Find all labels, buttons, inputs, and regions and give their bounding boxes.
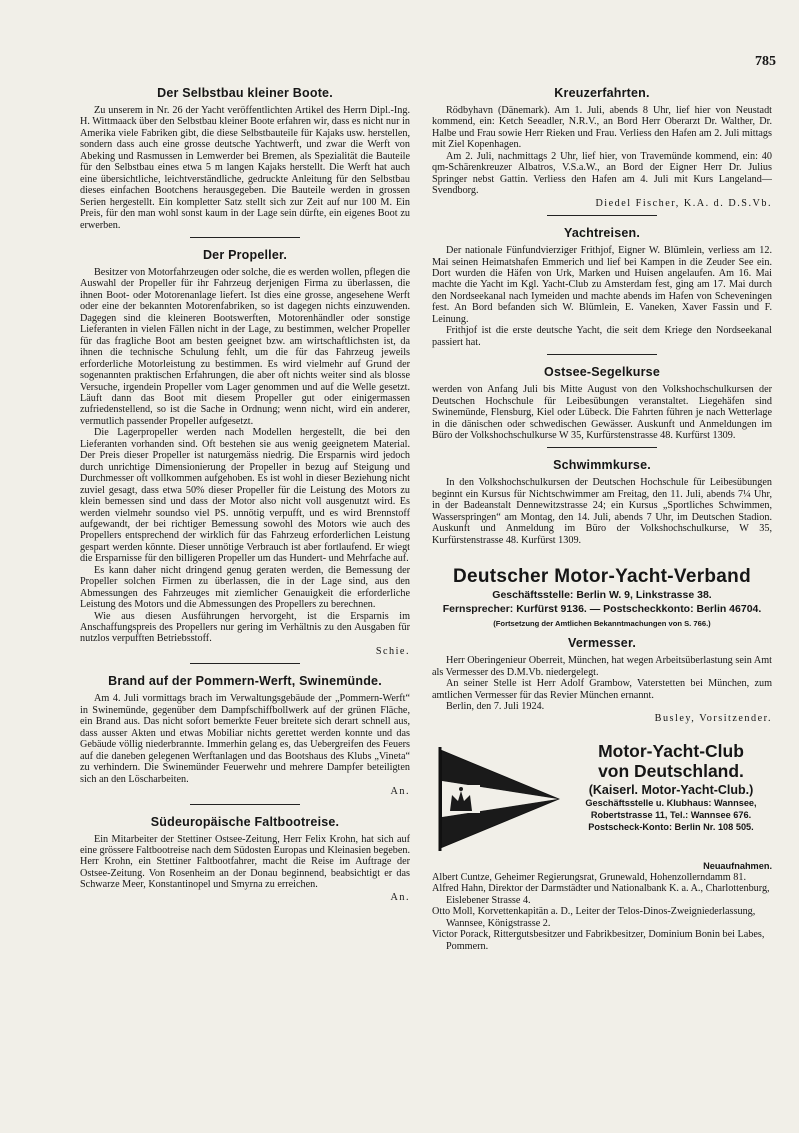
article-signature: An. [390,891,410,903]
article-yachtreisen [432,226,772,348]
divider [547,447,657,448]
club-name: von Deutschland. [598,760,744,781]
verband-office: Geschäftsstelle: Berlin W. 9, Linkstrasse 38. [492,589,712,602]
article-signature: An. [390,786,410,798]
article-paragraph: Es kann daher nicht dringend genug geraten werden, die Bemessung der Propeller solchen Firmen zu überlassen, die in der Lage sind, aus den Abmessungen des Fahrzeuges mit ziemlicher Genauigkeit die erforderliche Leistung des Motors und die Abmessungen des Propellers zu berechnen. [80,564,410,611]
verband-section-title: Vermesser. [567,636,637,651]
verband-note: (Fortsetzung der Amtlichen Bekanntmachungen von S. 766.) [493,619,711,629]
article-paragraph: Rödbyhavn (Dänemark). Am 1. Juli, abends 8 Uhr, lief hier von Neustadt kommend, ein: Ketch Seeadler, N.R.V., an Bord Herr Oberarzt Dr. Walther, Dr. Halbe und Frau sowie Herr Rieken und Frau. Verliess den Hafen am 2. Juli mittags mit Ziel Kopenhagen. [432,105,772,151]
divider [190,804,300,805]
club-postcheck: Postscheck-Konto: Berlin Nr. 108 505. [588,821,754,832]
club-subtitle: (Kaiserl. Motor-Yacht-Club.) [588,782,754,797]
club-info [568,741,774,833]
list-item: Albert Cuntze, Geheimer Regierungsrat, Grunewald, Hohenzollerndamm 81. [432,871,747,883]
article-selbstbau [80,86,410,231]
divider [190,663,300,664]
divider [547,354,657,355]
article-title: Südeuropäische Faltbootreise. [150,814,340,829]
article-schwimmkurse [432,458,772,546]
article-paragraph: Frithjof ist die erste deutsche Yacht, die seit dem Kriege den Nordseekanal passiert hat. [432,325,772,348]
new-members-list [432,872,772,953]
club-office: Robertstrasse 11, Tel.: Wannsee 676. [590,809,752,820]
verband-title: Deutscher Motor-Yacht-Verband [453,566,751,588]
verband-date: Berlin, den 7. Juli 1924. [446,701,545,712]
list-item: Victor Porack, Rittergutsbesitzer und Fabrikbesitzer, Dominium Bonin bei Labes, Pommern. [432,929,765,952]
verband-paragraph: An seiner Stelle ist Herr Adolf Grambow, Vaterstetten bei München, zum amtlichen Vermesser für das Revier München ernannt. [432,678,772,701]
new-members-heading: Neuaufnahmen. [703,860,772,871]
article-paragraph: Besitzer von Motorfahrzeugen oder solche, die es werden wollen, pflegen die Auswahl der Propeller für ihr Fahrzeug derjenigen Firma zu überlassen, die ihnen Boot- oder Motorenanlage liefert. Ist dies eine grosse, angesehene Werft oder eine der bekannten Motorenfabriken, so ist dagegen nichts einzuwenden. Dagegen sind die kleineren Bootswerften, Motorenhändler oder sonstige Lieferanten in vielen Fällen nicht in der Lage, zu bestimmen, welcher Propeller für das fragliche Boot am besten geeignet bzw. am wirtschaftlichsten ist, da ihnen die technische Schulung fehlt, um die für das Fahrzeug jeweils erforderliche Motorleistung zu bestimmen. Es wird vielmehr auf Grund der sogenannten praktischen Erfahrungen, die aber oft nichts weiter sind als blosse Versuche, irgendein Propeller vom Lager genommen und auf die Welle gesetzt. Läuft dann das Boot mit diesem Propeller gut oder einigermassen zufriedenstellend, so ist die Sache in Ordnung; wenn nicht, wird ein anderer, vermutlich passender Propeller aufgesetzt. [80,266,410,427]
divider [190,237,300,238]
verband-phone: Fernsprecher: Kurfürst 9136. — Postscheckkonto: Berlin 46704. [442,603,762,616]
article-paragraph: Die Lagerpropeller werden nach Modellen hergestellt, die bei den Lieferanten vorhanden sind. Oft bestehen sie aus wenig geeignetem Material. Der Preis dieser Propeller ist naturgemäss niedrig. Die Ersparnis wird jedoch durch unrichtige Dimensionierung der Propeller in bezug auf Steigung und Durchmesser oft vollkommen aufgehoben. Es ist wohl in dieser Beziehung nicht zuviel gesagt, dass etwa 50% dieser Propeller für die Leistung des Motors zu klein bemessen sind und dass der Motor also nicht voll ausgenutzt wird. Es werden vielmehr soundso viel PS. unnötig verpufft, und es wird Brennstoff aufgewandt, der bei richtiger Bemessung sowohl des Motors wie auch des Propellers entsprechend der wirklich für das Fahrzeug erforderlichen Leistung gespart werden könnte. Dieser unnötige Verbrauch ist aber fortlaufend. Er wiegt die Ersparnisse für den billigeren Propeller um das Hundert- und Mehrfache auf. [80,427,410,565]
article-paragraph: Der nationale Fünfundvierziger Frithjof, Eigner W. Blümlein, verliess am 12. Mai seinen Heimatshafen Emmerich und lief bei Kampen in die Zeuder See ein. Dort wurden die Häfen von Urk, Marken und Huisen angelaufen. Am 16. Mai machte die Yacht im Kgl. Yacht-Club zu Amsterdam fest, ging am 17. Mai durch den Nordseekanal nach Iymeiden und machte abends im Hafen von Scheveningen fest. An Bord befanden sich W. Blümlein, E. Vaneken, Xaver Fassin und F. Leinung. [432,245,772,325]
article-title: Yachtreisen. [563,226,641,241]
article-propeller [80,248,410,657]
article-paragraph: In den Volkshochschulkursen der Deutschen Hochschule für Leibesübungen beginnt ein Kursus für Nichtschwimmer am Freitag, den 11. Juli, abends 7¼ Uhr, in der Badeanstalt Dennewitzstrasse 24; ein Kursus „Sportliches Schwimmen, Wasserspringen“ am Montag, den 14. Juli, abends 7 Uhr, im Deutschen Stadion. Auskunft und Anmeldung im Büro der Volkshochschulkurse, W 35, Kurfürstenstrasse 48. Kurfürst 1309. [432,477,772,546]
club-name: Motor-Yacht-Club [598,740,744,761]
article-kreuzerfahrten [432,86,772,209]
club-block [432,741,772,859]
article-brand [80,674,410,797]
article-faltboot [80,815,410,904]
right-column [432,86,772,952]
article-paragraph: Ein Mitarbeiter der Stettiner Ostsee-Zeitung, Herr Felix Krohn, hat sich auf eine grössere Faltbootreise nach dem Südosten Europas und Kleinasien begeben. Herr Krohn, ein Stettiner Faltbootfahrer, macht die Reise im Auftrage der Ostsee-Zeitung. Von Rosenheim an der Donau beginnend, beabsichtigt er das Schwarze Meer, Konstantinopel und Smyrna zu erreichen. [80,833,410,891]
article-paragraph: Am 2. Juli, nachmittags 2 Uhr, lief hier, von Travemünde kommend, ein: 40 qm-Schärenkreuzer Albatros, V.S.a.W., an Bord der Eigner Herr Dr. Julius Springer nebst Gattin. Verliess den Hafen am 4. Juli mit Kurs Langeland—Svendborg. [432,150,772,197]
article-title: Schwimmkurse. [553,458,651,473]
verband-block [432,566,772,725]
article-signature: Diedel Fischer, K.A. d. D.S.Vb. [595,197,772,209]
article-paragraph: Am 4. Juli vormittags brach im Verwaltungsgebäude der „Pommern-Werft“ in Swinemünde, gegenüber dem Dampfschiffbollwerk auf der grünen Fläche, ein Brand aus. Das nicht sofort bemerkte Feuer breitete sich derart schnell aus, dass ausser Akten und etwas Mobiliar nichts gerettet werden konnte und das Gebäude völlig niederbrannte. Immerhin gelang es, das Uebergreifen des Feuers auf die daneben gelegenen Werftanlagen und das Bootshaus des Klubs „Vineta“ zu verhindern. Die Swinemünder Feuerwehr und mehrere Dampfer beteiligten sich an den Löscharbeiten. [80,693,410,785]
verband-paragraph: Herr Oberingenieur Oberreit, München, hat wegen Arbeitsüberlastung sein Amt als Vermesser des D.M.Vb. niedergelegt. [432,655,772,678]
article-title: Kreuzerfahrten. [554,86,650,100]
article-signature: Schie. [375,645,410,657]
article-paragraph: Zu unserem in Nr. 26 der Yacht veröffentlichten Artikel des Herrn Dipl.-Ing. H. Wittmaack über den Selbstbau kleiner Boote erfahren wir, dass es nicht nur in Amerika viele Fabriken gibt, die diese Selbstbauteile für Kajaks usw. herstellen, sondern dass auch eine grosse deutsche Yachtwerft, und zwar die Werft von Abeking und Rasmussen in Lemwerder bei Bremen, als Spezialität die Bauteile für den Selbstbau eines etwa 5 m langen Kajaks herstellt. Die Werft hat auch eine übersichtliche, leichtverständliche, gedruckte Anleitung für den Selbstbau dieses einfachen Bootchens herausgegeben. Die Bauteile werden in grossen Serien hergestellt. Ein kompletter Satz stellt sich zur Zeit auf nur 100 M. Ein Preis, für den man wohl sonst kaum in der Lage sein dürfte, ein eigenes Boot zu erwerben. [80,105,410,231]
left-column [80,86,410,903]
club-office: Geschäftsstelle u. Klubhaus: Wannsee, [585,797,757,808]
divider [547,215,657,216]
article-title: Ostsee-Segelkurse [544,365,660,380]
article-paragraph: werden von Anfang Juli bis Mitte August von den Volkshochschulkursen der Deutschen Hochschule für Leibesübungen veranstaltet. Liegehäfen sind Swinemünde, Flensburg, Kiel oder Lübeck. Die Fahrten führen je nach Wetterlage in die dänischen oder schwedischen Gewässer. Auskunft und Anmeldungen im Büro der Volkshochschulkurse W 35, Kurfürstenstrasse 48. Kurfürst 1309. [432,384,772,442]
verband-signature: Busley, Vorsitzender. [654,713,772,725]
article-title: Der Propeller. [202,247,288,262]
article-paragraph: Wie aus diesen Ausführungen hervorgeht, ist die Ersparnis im Anschaffungspreis des Propellers nur gering im Verhältnis zu den Ausgaben für nutzlos verpufften Betriebsstoff. [80,610,410,645]
article-segelkurse [432,365,772,441]
page-number: 785 [755,54,776,69]
article-title: Brand auf der Pommern-Werft, Swinemünde. [108,674,382,689]
list-item: Alfred Hahn, Direktor der Darmstädter und Nationalbank K. a. A., Charlottenburg, Eislebener Strasse 4. [432,883,770,906]
article-title: Der Selbstbau kleiner Boote. [157,86,333,100]
club-pennant-icon [436,745,562,853]
list-item: Otto Moll, Korvettenkapitän a. D., Leiter der Telos-Dinos-Zweigniederlassung, Wannsee, Königstrasse 2. [432,906,756,929]
